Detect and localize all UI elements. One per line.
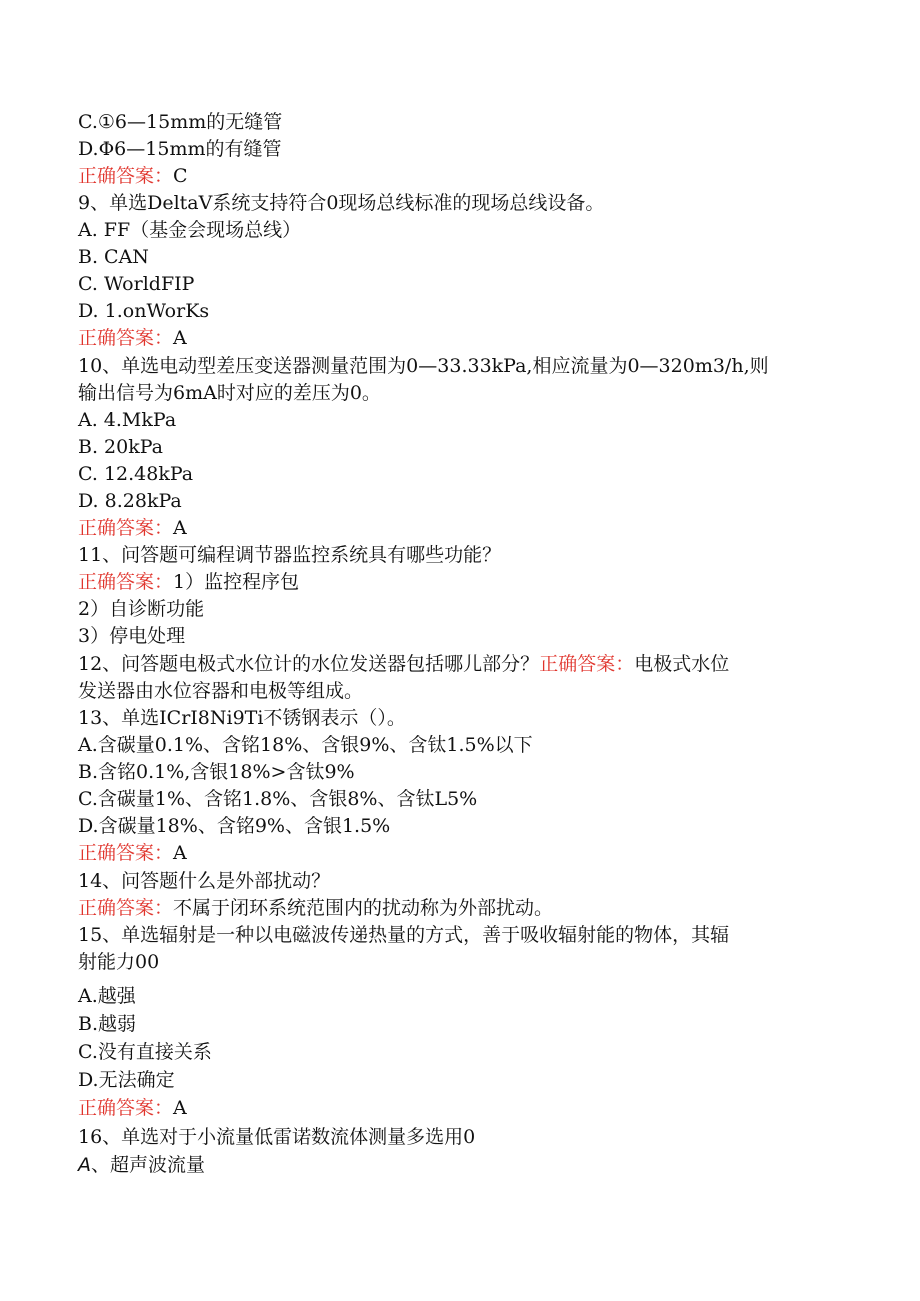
answer-label: 正确答案：	[78, 842, 174, 864]
answer-line	[78, 515, 187, 542]
option-line: D.含碳量18%、含铭9%、含银1.5%	[78, 815, 391, 837]
answer-value: C	[173, 165, 188, 187]
option-line: B.越弱	[78, 1013, 137, 1035]
option-line: A.越强	[78, 985, 136, 1007]
answer-line	[78, 569, 299, 596]
answer-value: A	[173, 842, 187, 864]
option-line: A.含碳量0.1%、含铭18%、含银9%、含钛1.5%以下	[78, 734, 533, 756]
option-line	[78, 1152, 205, 1179]
option-line: A. FF（基金会现场总线）	[78, 219, 302, 241]
answer-label: 正确答案：	[78, 165, 174, 187]
answer-line	[78, 163, 188, 190]
option-line: D.Φ6—15mm的有缝管	[78, 138, 282, 160]
question-line	[78, 651, 729, 678]
answer-continuation: 3）停电处理	[78, 625, 186, 647]
answer-line	[78, 1095, 187, 1122]
option-text: 、超声波流量	[91, 1154, 206, 1176]
question-text: 12、问答题电极式水位计的水位发送器包括哪儿部分？	[78, 653, 540, 675]
option-line: A. 4.MkPa	[78, 409, 177, 431]
question-line: 射能力00	[78, 951, 160, 973]
option-line: C.没有直接关系	[78, 1041, 212, 1063]
question-line: 9、单选DeltaV系统支持符合0现场总线标准的现场总线设备。	[78, 192, 605, 214]
answer-line	[78, 325, 187, 352]
answer-continuation: 发送器由水位容器和电极等组成。	[78, 680, 364, 702]
answer-value: 不属于闭环系统范围内的扰动称为外部扰动。	[173, 897, 554, 919]
answer-value: A	[173, 517, 187, 539]
option-line: D. 8.28kPa	[78, 490, 182, 512]
answer-continuation: 2）自诊断功能	[78, 598, 205, 620]
answer-line	[78, 840, 187, 867]
option-line: C. 12.48kPa	[78, 463, 194, 485]
option-letter: A	[78, 1154, 91, 1176]
question-line: 10、单选电动型差压变送器测量范围为0—33.33kPa,相应流量为0—320m3/h,则	[78, 355, 769, 377]
answer-label: 正确答案：	[539, 653, 635, 675]
answer-value: 电极式水位	[634, 653, 730, 675]
option-line: C.①6—15mm的无缝管	[78, 111, 283, 133]
answer-label: 正确答案：	[78, 327, 174, 349]
answer-value: 1）监控程序包	[173, 571, 300, 593]
option-line: C.含碳量1%、含铭1.8%、含银8%、含钛L5%	[78, 788, 478, 810]
question-line: 13、单选ICrI8Ni9Ti不锈钢表示（）。	[78, 707, 406, 729]
answer-line	[78, 895, 553, 922]
question-line: 输出信号为6mA时对应的差压为0。	[78, 382, 381, 404]
answer-label: 正确答案：	[78, 897, 174, 919]
question-line: 14、问答题什么是外部扰动？	[78, 870, 331, 892]
answer-value: A	[173, 1097, 187, 1119]
option-line: B. CAN	[78, 246, 149, 268]
option-line: D.无法确定	[78, 1069, 175, 1091]
question-line: 15、单选辐射是一种以电磁波传递热量的方式，善于吸收辐射能的物体，其辐	[78, 924, 730, 946]
question-line: 11、问答题可编程调节器监控系统具有哪些功能？	[78, 544, 502, 566]
answer-label: 正确答案：	[78, 1097, 174, 1119]
option-line: D. 1.onWorKs	[78, 300, 210, 322]
answer-label: 正确答案：	[78, 571, 174, 593]
option-line: B.含铭0.1%,含银18%>含钛9%	[78, 761, 355, 783]
answer-value: A	[173, 327, 187, 349]
option-line: B. 20kPa	[78, 436, 163, 458]
question-line: 16、单选对于小流量低雷诺数流体测量多选用0	[78, 1126, 476, 1148]
option-line: C. WorldFIP	[78, 273, 195, 295]
answer-label: 正确答案：	[78, 517, 174, 539]
